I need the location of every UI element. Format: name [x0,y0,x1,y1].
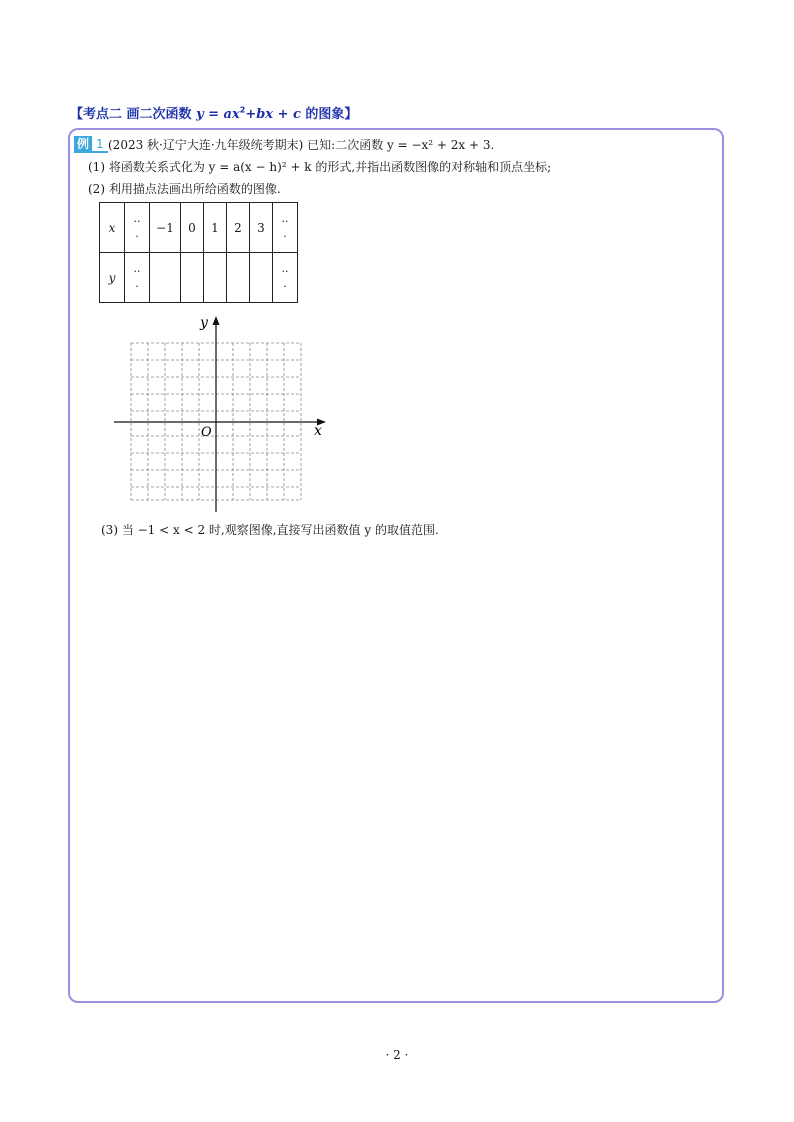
table-cell: 0 [181,203,204,253]
page-number: · 2 · [385,1048,409,1062]
origin-label: O [201,425,212,440]
y-axis-arrow-icon [213,316,220,325]
table-cell-empty [181,253,204,303]
section-title-open: 【考点二 画二次函数 [70,107,197,122]
example-tag-number: 1 [92,136,108,153]
coordinate-grid [110,312,330,520]
table-cell-dots: ·· . [273,203,298,253]
table-row-x [100,203,298,253]
table-cell-dots: ·· . [125,253,150,303]
question-3: (3) 当 −1 < x < 2 时,观察图像,直接写出函数值 y 的取值范围. [101,523,439,537]
table-cell-empty [204,253,227,303]
table-cell-dots: ·· . [273,253,298,303]
example-tag [74,136,108,153]
table-cell-y-head: y [100,253,125,303]
value-table [99,202,298,303]
example-intro: (2023 秋·辽宁大连·九年级统考期末) 已知:二次函数 y = −x² + 2x + 3. [108,138,495,152]
section-title-formula: y = ax [196,107,240,122]
question-2: (2) 利用描点法画出所给函数的图像. [88,182,281,196]
table-cell: −1 [150,203,181,253]
table-cell: 1 [204,203,227,253]
table-cell-empty [250,253,273,303]
section-title-formula-exponent: 2 [239,105,246,115]
table-row-y [100,253,298,303]
table-cell: 3 [250,203,273,253]
table-cell-x-head: x [100,203,125,253]
y-axis-label: y [200,315,208,331]
section-title-close: 的图象】 [300,107,358,122]
x-axis-label: x [314,423,322,439]
table-cell-empty [150,253,181,303]
section-title-formula-rest: +bx + c [245,107,301,122]
question-1: (1) 将函数关系式化为 y = a(x − h)² + k 的形式,并指出函数图像的对称轴和顶点坐标; [88,160,552,174]
section-title [70,103,357,122]
table-cell-empty [227,253,250,303]
example-tag-label: 例 [74,136,92,153]
table-cell-dots: ·· . [125,203,150,253]
table-cell: 2 [227,203,250,253]
